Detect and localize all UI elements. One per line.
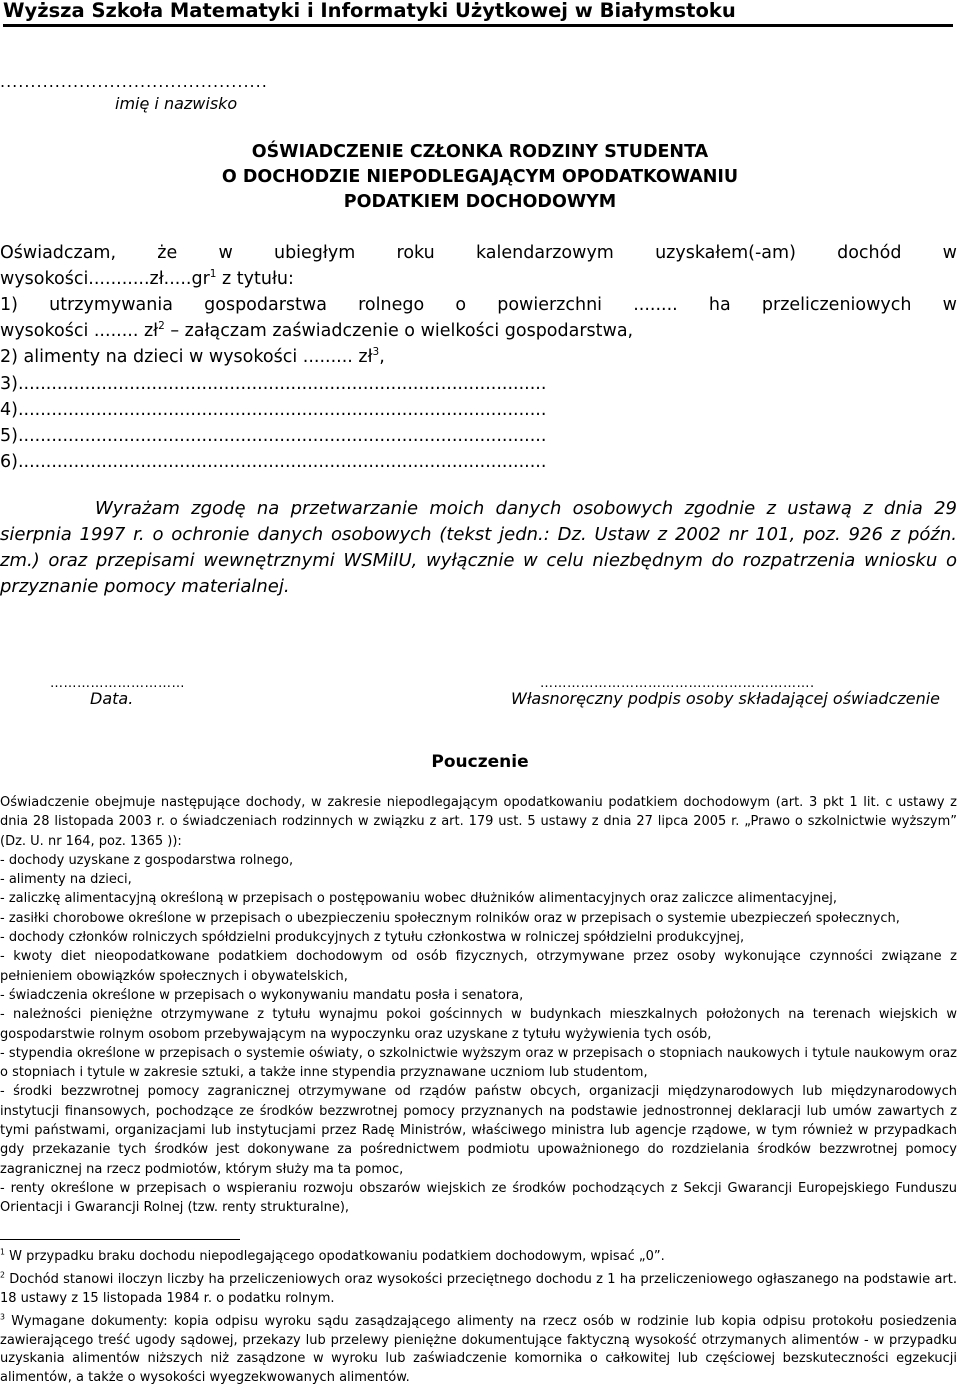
footnote-ref-1: 1 [209,268,217,281]
pouczenie-item: - kwoty diet nieopodatkowane podatkiem dochodowym od osób fizycznych, otrzymywane przez osoby wykonujące czynności związane z pełnieniem obowiązków społecznych i obywatelskich, [0,949,957,984]
pouczenie-item: - renty określone w przepisach o wspieraniu rozwoju obszarów wiejskich ze środków pochodzących z Sekcji Gwarancji Europejskiego Funduszu Orientacji i Gwarancji Rolnej (tzw. renty strukturalne), [0,1180,957,1216]
alimony-comma: , [379,347,385,367]
declaration-line-5 [0,344,385,370]
footnote-3-mark: 3 [0,1312,5,1322]
footnote-2-mark: 2 [0,1270,5,1280]
declaration-line-1: Oświadczam, że w ubiegłym roku kalendarzowym uzyskałem(-am) dochód w [0,243,957,263]
declaration-item-3: 3)............................................................................................... [0,374,547,394]
pouczenie-item: - dochody członków rolniczych spółdzielni produkcyjnych z tytułu członkostwa w rolniczej spółdzielni produkcyjnej, [0,930,745,946]
declaration-item-4: 4)............................................................................................... [0,400,547,420]
date-label: Data. [90,689,134,708]
pouczenie-item: - zasiłki chorobowe określone w przepisach o ubezpieczeniu społecznym rolników oraz w przepisach o systemie ubezpieczeń społecznych, [0,910,900,926]
pouczenie-body [0,793,957,1218]
signature-dotted-line: ……………………………………………………. [540,676,815,691]
footnote-1-mark: 1 [0,1247,5,1257]
pouczenie-item: - świadczenia określone w przepisach o wykonywaniu mandatu posła i senatora, [0,987,524,1003]
footnote-1 [0,1248,957,1267]
footnote-2 [0,1271,957,1308]
document-title-line-1: OŚWIADCZENIE CZŁONKA RODZINY STUDENTA [251,142,709,162]
footnote-2-text: Dochód stanowi iloczyn liczby ha przeliczeniowych oraz wysokości przeciętnego dochodu z 1 ha przeliczeniowego ogłaszanego na podstawie art. 18 ustawy z 15 listopada 1984 r. o podatku rolnym. [0,1272,957,1306]
footnote-3-text: Wymagane dokumenty: kopia odpisu wyroku sądu zasądzającego alimenty na rzecz osób w rodzinie lub kopia odpisu protokołu posiedzenia zawierającego treść ugody sądowej, przekazy lub przelewy pieniężne dokumentujące faktyczną wysokość otrzymanych alimentów - w przypadku uzyskania alimentów niższych niż zasądzone w wyroku lub zaświadczenie komornika o całkowitej lub częściowej bezskuteczności egzekucji alimentów, a także o wysokości wyegzekwowanych alimentów. [0,1314,957,1385]
footnote-ref-2: 2 [158,320,165,333]
declaration-line-3: 1) utrzymywania gospodarstwa rolnego o powierzchni ........ ha przeliczeniowych w [0,295,957,315]
declaration-item-6: 6)............................................................................................... [0,452,547,472]
income-amount-field: wysokości...........zł.....gr [0,269,210,289]
declaration-line-2 [0,266,294,292]
name-label: imię i nazwisko [115,94,238,113]
footnote-1-text: W przypadku braku dochodu niepodlegającego opodatkowaniu podatkiem dochodowym, wpisać „0”. [9,1249,665,1264]
footnote-3 [0,1313,957,1387]
declaration-line-4 [0,318,633,344]
data-consent-text: Wyrażam zgodę na przetwarzanie moich danych osobowych zgodnie z ustawą z dnia 29 sierpnia 1997 r. o ochronie danych osobowych (tekst jedn.: Dz. Ustaw z 2002 nr 101, poz. 926 z późn. zm.) oraz przepisami wewnętrznymi WSMiIU, wyłącznie w celu niezbędnym do rozpatrzenia wniosku o przyznanie pomocy materialnej. [0,498,957,597]
pouczenie-item: - środki bezzwrotnej pomocy zagranicznej otrzymywane od rządów państw obcych, organizacji międzynarodowych lub międzynarodowych instytucji finansowych, pochodzące ze środków bezzwrotnej pomocy przyznanych na podstawie jednostronnej deklaracji lub umów zawartych z tymi państwami, organizacjami lub instytucjami przez Radę Ministrów, właściwego ministra lub agencje rządowe, w tym również w przypadkach gdy przekazanie tych środków jest dokonywane za pośrednictwem podmiotu upoważnionego do rozdzielania środków bezzwrotnej pomocy zagranicznej na rzecz podmiotów, którym służy ma ta pomoc, [0,1084,957,1177]
declaration-item-5: 5)............................................................................................... [0,426,547,446]
pouczenie-intro: Oświadczenie obejmuje następujące dochody, w zakresie niepodlegającym opodatkowaniu podatkiem dochodowym (art. 3 pkt 1 lit. c ustawy z dnia 28 listopada 2003 r. o świadczeniach rodzinnych w związku z art. 179 ust. 5 ustawy z dnia 27 lipca 2005 r. „Prawo o szkolnictwie wyższym” (Dz. U. nr 164, poz. 1365 )): [0,795,957,849]
pouczenie-item: - stypendia określone w przepisach o systemie oświaty, o szkolnictwie wyższym oraz w przepisach o stopniach naukowych i tytule naukowym oraz o stopniach i tytule w zakresie sztuki, a także inne stypendia przyznawane uczniom lub studentom, [0,1045,957,1081]
institution-header [3,0,953,27]
pouczenie-heading: Pouczenie [431,752,529,772]
pouczenie-item: - należności pieniężne otrzymywane z tytułu wynajmu pokoi gościnnych w budynkach mieszkalnych położonych na terenach wiejskich w gospodarstwie rolnym osobom przebywającym na wypoczynku oraz uzyskane z tytułu wyżywienia tych osób, [0,1007,957,1042]
institution-name: Wyższa Szkoła Matematyki i Informatyki Użytkowej w Białymstoku [3,0,736,22]
pouczenie-item: - zaliczkę alimentacyjną określoną w przepisach o postępowaniu wobec dłużników alimentacyjnych oraz zaliczce alimentacyjnej, [0,891,838,907]
farm-income-field: wysokości ........ zł [0,321,159,341]
document-title-line-3: PODATKIEM DOCHODOWYM [343,192,617,212]
date-dotted-line: ………………………… [50,676,185,691]
farm-attachment-note: – załączam zaświadczenie o wielkości gospodarstwa, [164,321,634,341]
footnote-separator [0,1239,240,1240]
signature-label: Własnoręczny podpis osoby składającej oświadczenie [511,689,941,708]
income-source-label: z tytułu: [216,269,294,289]
alimony-field: 2) alimenty na dzieci w wysokości ......... zł [0,347,373,367]
pouczenie-item: - alimenty na dzieci, [0,872,132,888]
footnote-ref-3: 3 [372,346,380,359]
data-consent-paragraph [0,496,957,600]
name-dotted-line: ............................................ [0,72,268,91]
document-title-line-2: O DOCHODZIE NIEPODLEGAJĄCYM OPODATKOWANIU [221,167,739,187]
pouczenie-item: - dochody uzyskane z gospodarstwa rolnego, [0,852,294,868]
